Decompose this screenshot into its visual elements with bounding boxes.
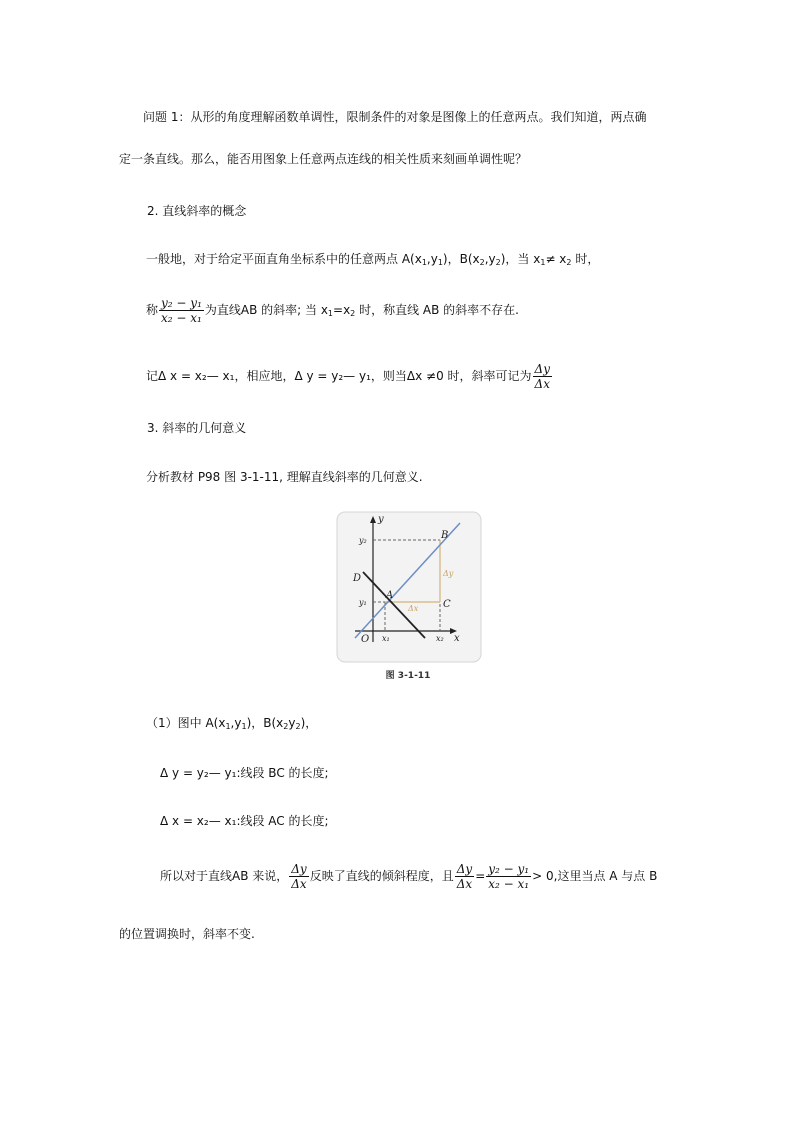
label-origin: O <box>361 634 370 645</box>
conclusion-line1: 所以对于直线AB 来说， $\frac{\Delta y}{\Delta x}$ 反映了直线的倾斜程度，且 $\frac{\Delta y}{\Delta x}$ = $\frac{\text{y₂ − y₁}}{\text{x₂ − x₁}}$ > 0,这里当点 A 与点 B <box>160 862 658 891</box>
label-b: B <box>441 530 449 541</box>
label-delta-y: Δy <box>443 569 454 578</box>
label-x2: x₂ <box>436 634 444 643</box>
problem1-line1: 问题 1：从形的角度理解函数单调性，限制条件的对象是图像上的任意两点。我们知道，两点确 <box>143 110 647 124</box>
delta-fraction: $\frac{\Delta y}{\Delta x}$ <box>534 362 550 391</box>
dy-over-dx-fraction-2: $\frac{\Delta y}{\Delta x}$ <box>456 862 473 891</box>
figure-3-1-11 <box>333 510 483 686</box>
label-d: D <box>353 573 362 584</box>
definition-line3: 记Δ x = x₂— x₁，相应地，Δ y = y₂— y₁，则当Δx ≠0 时，斜率可记为 $\frac{\Delta y}{\Delta x}$ <box>146 362 550 391</box>
delta-y-line: Δ y = y₂— y₁:线段 BC 的长度; <box>160 766 329 780</box>
dy-over-dx-fraction: $\frac{\Delta y}{\Delta x}$ <box>291 862 307 891</box>
label-a: A <box>386 590 394 601</box>
label-x: x <box>454 633 460 644</box>
figure-caption: 图 3-1-11 <box>385 671 431 681</box>
definition-line1: 一般地，对于给定平面直角坐标系中的任意两点 $A(x_1,y_1)$，$B(x_2,y_2)$，当 $x_1\ne x_2$ 时， <box>146 252 600 267</box>
problem1-line2: 定一条直线。那么，能否用图象上任意两点连线的相关性质来刻画单调性呢？ <box>119 152 528 166</box>
section2-heading: 2. 直线斜率的概念 <box>147 204 247 218</box>
part1-intro: （1）图中 $A(x_1,y_1)$，$B(x_2y_2)$， <box>146 716 318 731</box>
section3-heading: 3. 斜率的几何意义 <box>147 421 247 435</box>
label-y: y <box>378 514 384 525</box>
slope-fraction-2: $\frac{\text{y₂ − y₁}}{\text{x₂ − x₁}}$ <box>488 862 530 891</box>
conclusion-line2: 的位置调换时，斜率不变. <box>119 927 255 941</box>
slope-fraction: $\frac{\text{y₂ − y₁}}{\text{x₂ − x₁}}$ <box>161 296 202 325</box>
analysis-text: 分析教材 P98 图 3-1-11, 理解直线斜率的几何意义. <box>146 470 423 484</box>
label-y2: y₂ <box>359 536 367 545</box>
label-c: C <box>443 599 451 610</box>
label-delta-x: Δx <box>408 604 419 613</box>
label-x1: x₁ <box>382 634 390 643</box>
definition-line2: 称 $\frac{\text{y₂ − y₁}}{\text{x₂ − x₁}}$ 为直线AB 的斜率; 当 $x_1=x_2$ 时，称直线 AB 的斜率不存在. <box>146 296 519 325</box>
delta-x-line: Δ x = x₂— x₁:线段 AC 的长度; <box>160 814 329 828</box>
slope-diagram <box>333 510 483 686</box>
label-y1: y₁ <box>359 598 367 607</box>
